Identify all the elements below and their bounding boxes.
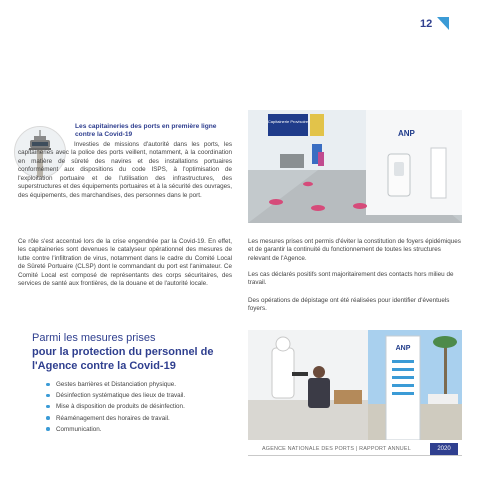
measures-heading-line-1: Parmi les mesures prises bbox=[32, 332, 156, 344]
list-item: Gestes barrières et Distanciation physique. bbox=[46, 381, 185, 388]
footer-divider bbox=[248, 455, 462, 456]
bullet-icon bbox=[46, 383, 50, 387]
banner-logo-text: ANP bbox=[395, 345, 411, 352]
measures-heading bbox=[32, 332, 242, 373]
temperature-check-photo bbox=[248, 330, 462, 440]
right-paragraph-2: Les cas déclarés positifs sont majoritairement des contacts hors milieu de travail. bbox=[248, 271, 454, 287]
measures-heading-line-2: pour la protection du personnel de l'Agence contre la Covid-19 bbox=[32, 345, 214, 372]
anp-logo-text: ANP bbox=[398, 129, 415, 138]
page-corner-flag-icon bbox=[437, 17, 449, 30]
list-item: Communication. bbox=[46, 426, 185, 433]
list-item: Mise à disposition de produits de désinfection. bbox=[46, 403, 185, 410]
bullet-icon bbox=[46, 394, 50, 398]
bullet-icon bbox=[46, 405, 50, 409]
right-paragraph-3: Des opérations de dépistage ont été réalisées pour identifier d'éventuels foyers. bbox=[248, 297, 450, 313]
sign-left-text: Capitainerie Provisoire bbox=[267, 119, 309, 124]
screening-area-photo bbox=[248, 110, 462, 223]
bullet-icon bbox=[46, 416, 50, 420]
page-number-text: 12 bbox=[420, 18, 433, 30]
list-item: Désinfection systématique des lieux de travail. bbox=[46, 392, 185, 399]
measures-list bbox=[46, 381, 185, 437]
section-title: Les capitaineries des ports en première ligne contre la Covid-19 bbox=[75, 123, 217, 139]
section-paragraph-1: Investies de missions d'autorité dans les ports, les capitaineries avec la police des ports veillent, notamment, à la coordination en matière de sûreté des navires et des installations portuaires conformément aux dispositions du code ISPS, à l'optimisation de l'exploitation portuaire et de l'utilisation des infrastructures, des superstructures et des équipements portuaires et à la sécurité des ouvrages, des équipements, des marchandises, des personnes dans le port. bbox=[18, 141, 232, 199]
right-paragraph-1: Les mesures prises ont permis d'éviter la constitution de foyers épidémiques et de garantir la continuité du fonctionnement de toutes les structures relevant de l'Agence. bbox=[248, 238, 461, 262]
bullet-icon bbox=[46, 427, 50, 431]
list-item: Réaménagement des horaires de travail. bbox=[46, 415, 185, 422]
footer-text: AGENCE NATIONALE DES PORTS | RAPPORT ANNUEL bbox=[262, 446, 411, 452]
section-paragraph-2: Ce rôle s'est accentué lors de la crise engendrée par la Covid-19. En effet, les capitaineries sont devenues le catalyseur opérationnel des mesures de lutte contre l'infiltration de virus, notamment dans le cadre du Comité Local de Sûreté Portuaire (CLSP) dont le commandant du port est l'animateur. Ce Comité Local est composé de représentants des corps sécuritaires, des services de santé aux frontières, de la douane et de l'autorité locale. bbox=[18, 238, 232, 288]
footer-year-badge: 2020 bbox=[430, 443, 458, 455]
